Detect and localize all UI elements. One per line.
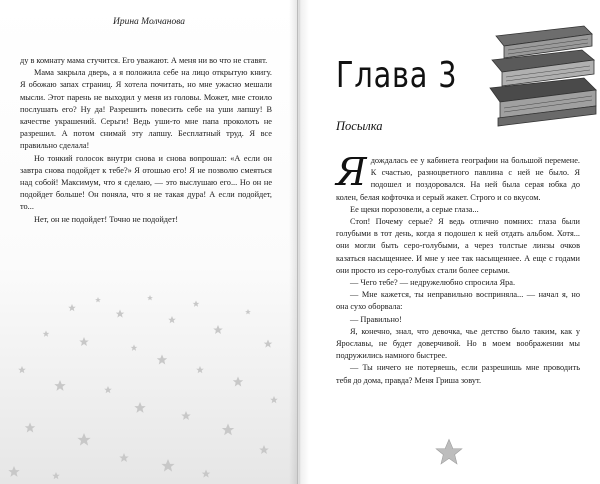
star-icon xyxy=(161,459,174,472)
chapter-title: Глава 3 xyxy=(336,55,458,96)
star-icon xyxy=(245,309,251,314)
star-icon xyxy=(213,325,223,334)
star-icon xyxy=(95,297,101,302)
paragraph: Я, конечно, знал, что девочка, чье детство было таким, как у Ярославы, не будет доверчивой. Но в моем воображении мы подружились намного быстрее. xyxy=(336,326,580,361)
star-icon xyxy=(168,316,176,323)
star-icon xyxy=(270,396,278,403)
right-page-text xyxy=(336,150,580,387)
star-icon xyxy=(79,337,89,346)
star-icon xyxy=(193,301,200,307)
star-icon xyxy=(434,438,464,468)
star-icon xyxy=(181,411,191,420)
star-icon xyxy=(147,295,153,300)
paragraph: Но тонкий голосок внутри снова и снова вопрошал: «А если он завтра снова подойдет к тебе?» Я отошью его! Я не позволю смеяться над собой! Максимум, что я сделаю, — это выслушаю его... Но он не подойдет больше! Он поняла, что я не такая дура! А если подойдет, то... xyxy=(20,153,272,212)
star-icon xyxy=(54,380,65,391)
star-icon xyxy=(264,340,273,348)
star-icon xyxy=(104,386,112,393)
paragraph: Нет, он не подойдет! Точно не подойдет! xyxy=(34,214,179,224)
paragraph: Стоп! Почему серые? Я ведь отлично помних: глаза были голубыми в тот день, когда я подошел к ней отдать альбом. Хотя... они могли быть серо-голубыми, а через толстые линзы очков казаться насыщеннее. И мне у нее так насыщеннее. А еще с годами они просто из серо-голубых стали более серыми. xyxy=(336,217,580,275)
first-paragraph xyxy=(336,150,580,204)
star-icon xyxy=(196,366,204,373)
chapter-subtitle: Посылка xyxy=(336,119,383,133)
star-icon xyxy=(131,345,138,351)
first-paragraph-text: дождалась ее у кабинета географии на большой перемене. К счастью, разноцветного павлина с ней не было. Я подошел и поздоровался. На ней была серая юбка до колен, белая кофточка и серый жакет. Строго и со вкусом. xyxy=(336,156,580,202)
drop-cap: Я xyxy=(336,150,367,194)
star-icon xyxy=(134,402,145,413)
star-icon xyxy=(77,433,90,446)
left-page-text xyxy=(20,55,272,226)
star-icon xyxy=(68,304,76,311)
paragraph: — Правильно! xyxy=(350,314,402,324)
star-icon xyxy=(43,331,50,337)
star-icon xyxy=(52,472,60,479)
paragraph: Ее щеки порозовели, а серые глаза... xyxy=(350,204,479,214)
paragraph: — Ты ничего не потеряешь, если разрешишь мне проводить тебя до дома, правда? Меня Гриша зовут. xyxy=(336,363,580,385)
star-icon xyxy=(222,424,234,436)
paragraph: — Мне кажется, ты неправильно восприняла... — начал я, но она сухо оборвала: xyxy=(336,290,580,312)
star-icon xyxy=(157,355,167,365)
running-head-author: Ирина Молчанова xyxy=(112,17,186,27)
star-icon xyxy=(259,445,269,454)
star-icon xyxy=(233,377,243,387)
star-icon xyxy=(8,466,19,477)
stacked-books-illustration xyxy=(488,18,598,130)
decorative-stars xyxy=(0,290,298,484)
star-icon xyxy=(116,310,125,318)
star-icon xyxy=(202,470,211,478)
star-icon xyxy=(18,366,26,373)
star-icon xyxy=(119,453,129,462)
paragraph: Мама закрыла дверь, а я положила себе на лицо открытую книгу. Я обожаю запах страниц. Я хотела почитать, но мне ужасно мешали мысли. Этот парень не выходил у меня из головы. Может, мне стоило послушать его? Ну да! Разрешить повесить себе на уши лапшу! В качестве украшений. Серьги! Ведь уши-то мне папа проколоть не разрешил. А потом снимай эту лапшу. Бесплатный труд. Я все правильно сделала! xyxy=(20,68,272,151)
paragraph: ду в комнату мама стучится. Его уважают. А меня ни во что не ставят. xyxy=(20,56,268,65)
left-page xyxy=(0,0,298,484)
paragraph: — Чего тебе? — недружелюбно спросила Яра. xyxy=(350,278,516,288)
star-icon xyxy=(25,423,35,433)
